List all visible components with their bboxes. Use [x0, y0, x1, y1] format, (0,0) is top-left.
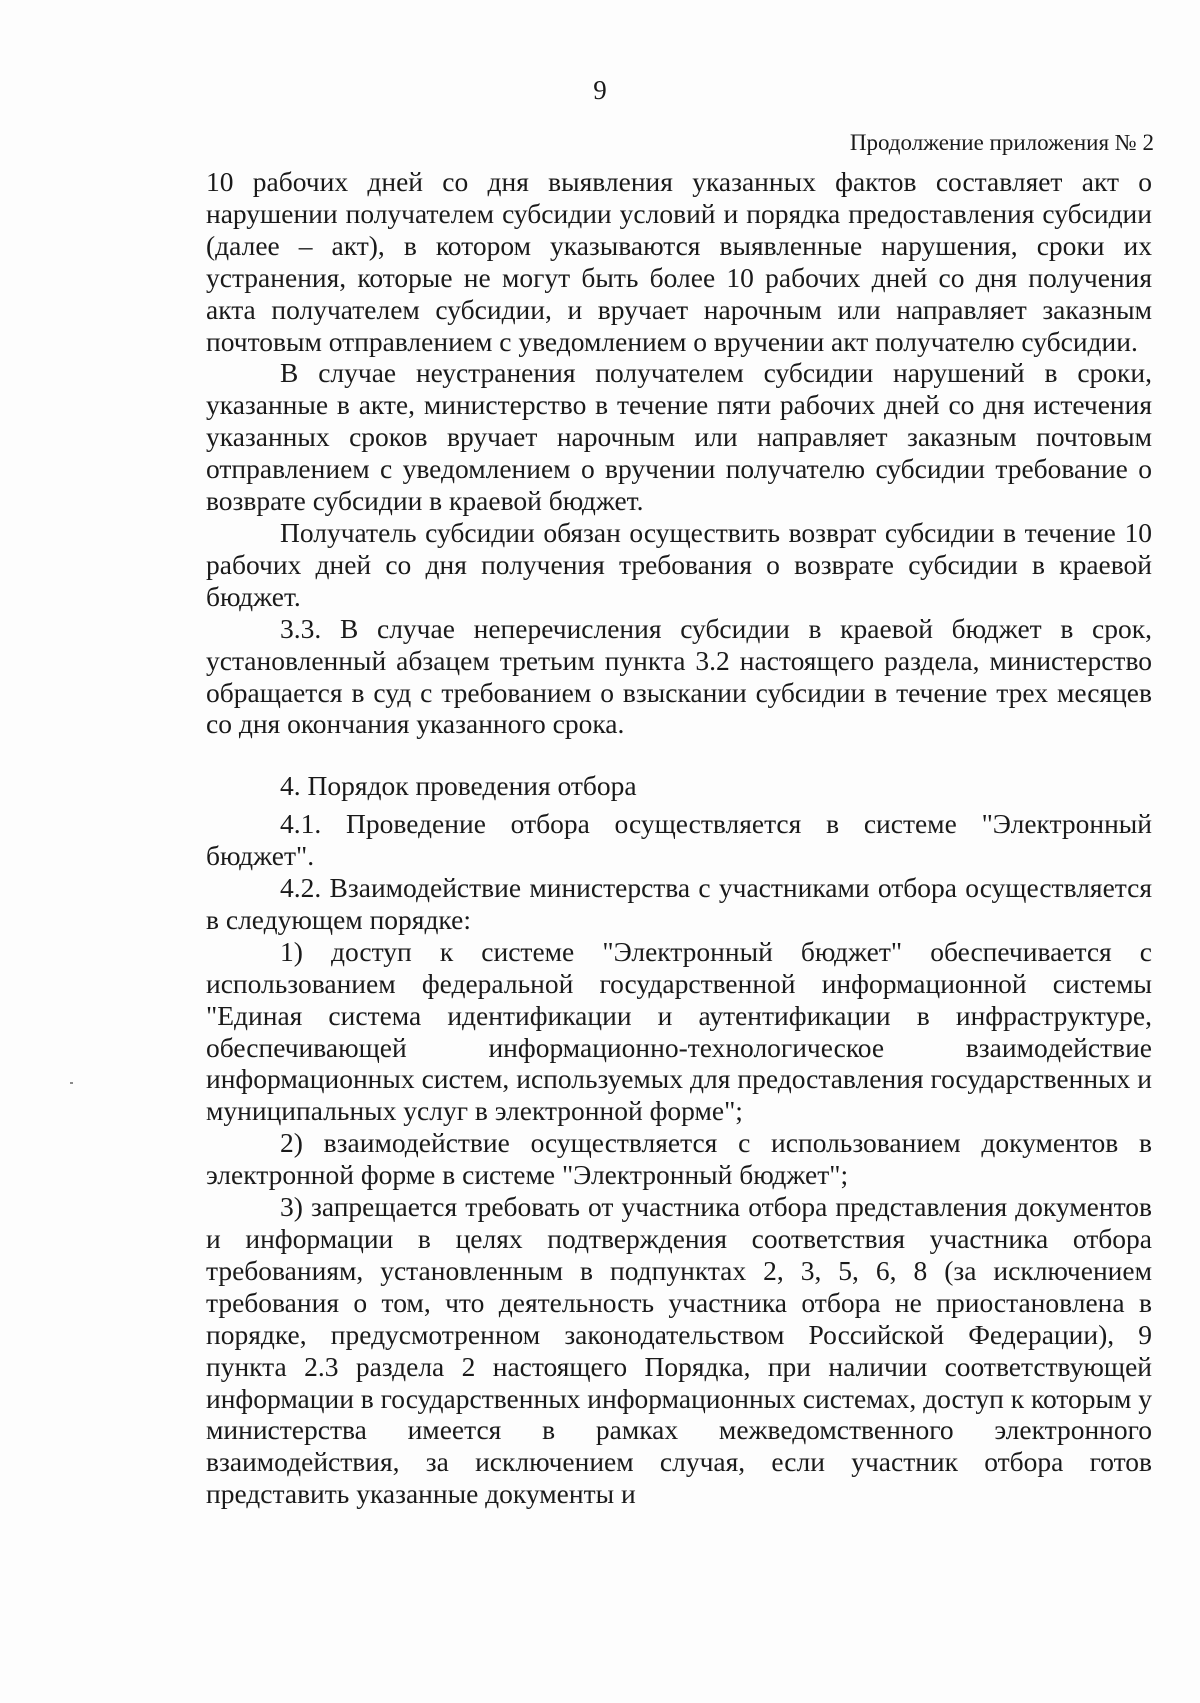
document-body: [206, 166, 1152, 1510]
paragraph: Получатель субсидии обязан осуществить возврат субсидии в течение 10 рабочих дней со дня получения требования о возврате субсидии в краевой бюджет.: [206, 516, 1152, 612]
paragraph: В случае неустранения получателем субсидии нарушений в сроки, указанные в акте, министерство в течение пяти рабочих дней со дня истечения указанных сроков вручает нарочным или направляет заказным почтовым отправлением с уведомлением о вручении получателю субсидии требование о возврате субсидии в краевой бюджет.: [206, 357, 1152, 517]
paragraph: 4.1. Проведение отбора осуществляется в системе "Электронный бюджет".: [206, 808, 1152, 872]
appendix-continuation-note: Продолжение приложения № 2: [849, 130, 1154, 155]
list-item: 1) доступ к системе "Электронный бюджет" обеспечивается с использованием федеральной государственной информационной системы "Единая система идентификации и аутентификации в инфраструктуре, обеспечивающей информационно-технологическое взаимодействие информационных систем, используемых для предоставления государственных и муниципальных услуг в электронной форме";: [206, 935, 1152, 1127]
page-number: 9: [593, 75, 607, 105]
paragraph: 4.2. Взаимодействие министерства с участниками отбора осуществляется в следующем порядке:: [206, 872, 1152, 935]
paragraph: 3.3. В случае неперечисления субсидии в краевой бюджет в срок, установленный абзацем третьим пункта 3.2 настоящего раздела, министерство обращается в суд с требованием о взыскании субсидии в течение трех месяцев со дня окончания указанного срока.: [206, 612, 1152, 740]
scan-artifact: [70, 1082, 73, 1084]
list-item: 2) взаимодействие осуществляется с использованием документов в электронной форме в системе "Электронный бюджет";: [206, 1127, 1152, 1191]
list-item: 3) запрещается требовать от участника отбора представления документов и информации в целях подтверждения соответствия участника отбора требованиям, установленным в подпунктах 2, 3, 5, 6, 8 (за исключением требования о том, что деятельность участника отбора не приостановлена в порядке, предусмотренном законодательством Российской Федерации), 9 пункта 2.3 раздела 2 настоящего Порядка, при наличии соответствующей информации в государственных информационных системах, доступ к которым у министерства имеется в рамках межведомственного электронного взаимодействия, за исключением случая, если участник отбора готов представить указанные документы и: [206, 1191, 1152, 1510]
paragraph: 10 рабочих дней со дня выявления указанных фактов составляет акт о нарушении получателем субсидии условий и порядка предоставления субсидии (далее – акт), в котором указываются выявленные нарушения, сроки их устранения, которые не могут быть более 10 рабочих дней со дня получения акта получателем субсидии, и вручает нарочным или направляет заказным почтовым отправлением с уведомлением о вручении акт получателю субсидии.: [206, 166, 1152, 357]
section-heading: 4. Порядок проведения отбора: [280, 770, 637, 802]
